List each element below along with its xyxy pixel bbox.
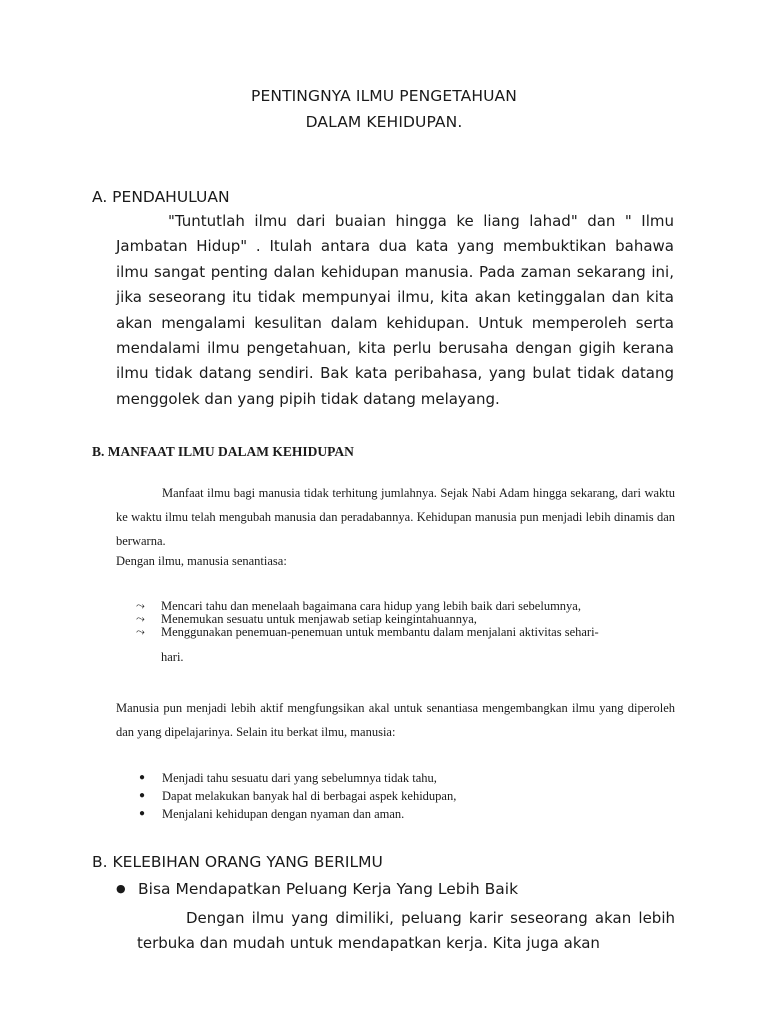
bullet-dot-icon: ●	[139, 790, 146, 801]
list-item-continuation: hari.	[161, 650, 184, 664]
list-item: ● Dapat melakukan banyak hal di berbagai aspek kehidupan,	[139, 789, 457, 803]
manfaat-intro: Dengan ilmu, manusia senantiasa:	[116, 554, 287, 568]
arrow-list	[136, 600, 676, 664]
manfaat-paragraph-2: Manusia pun menjadi lebih aktif mengfungsikan akal untuk senantiasa mengembangkan ilmu yang diperoleh dan yang dipelajarinya. Selain itu berkat ilmu, manusia:	[116, 701, 675, 739]
kelebihan-paragraph	[137, 906, 675, 957]
arrow-bullet-icon: ⤳	[136, 613, 145, 625]
arrow-bullet-icon: ⤳	[136, 600, 145, 612]
manfaat-paragraph-text: Manfaat ilmu bagi manusia tidak terhitung jumlahnya. Sejak Nabi Adam hingga sekarang, dari waktu ke waktu ilmu telah mengubah manusia dan peradabannya. Kehidupan manusia pun menjadi lebih dinamis dan berwarna.	[116, 486, 675, 548]
list-item: ● Menjadi tahu sesuatu dari yang sebelumnya tidak tahu,	[139, 771, 437, 785]
list-item: ⤳ Mencari tahu dan menelaah bagaimana cara hidup yang lebih baik dari sebelumnya,	[136, 599, 581, 613]
section-a-paragraph	[116, 209, 674, 412]
bullet-dot-icon: ●	[116, 882, 126, 895]
section-b-manfaat-heading: B. MANFAAT ILMU DALAM KEHIDUPAN	[92, 444, 354, 459]
list-item: ⤳ Menemukan sesuatu untuk menjawab setiap keingintahuannya,	[136, 612, 477, 626]
manfaat-paragraph	[116, 481, 675, 553]
section-a-heading: A. PENDAHULUAN	[92, 188, 230, 206]
section-b-kelebihan-heading: B. KELEBIHAN ORANG YANG BERILMU	[92, 853, 383, 871]
arrow-bullet-icon: ⤳	[136, 626, 145, 638]
kelebihan-bullet	[116, 880, 518, 898]
list-item: ● Menjalani kehidupan dengan nyaman dan aman.	[139, 807, 405, 821]
document-title-line1: PENTINGNYA ILMU PENGETAHUAN	[251, 87, 517, 105]
bullet-dot-icon: ●	[139, 772, 146, 783]
document-title-line2: DALAM KEHIDUPAN.	[305, 113, 463, 131]
bullet-dot-icon: ●	[139, 808, 146, 819]
section-a-paragraph-text: "Tuntutlah ilmu dari buaian hingga ke liang lahad" dan " Ilmu Jambatan Hidup" . Itulah antara dua kata yang membuktikan bahawa ilmu sangat penting dalan kehidupan manusia. Pada zaman sekarang ini, jika seseorang itu tidak mempunyai ilmu, kita akan ketinggalan dan kita akan mengalami kesulitan dalam kehidupan. Untuk memperoleh serta mendalami ilmu pengetahuan, kita perlu berusaha dengan gigih kerana ilmu tidak datang sendiri. Bak kata peribahasa, yang bulat tidak datang menggolek dan yang pipih tidak datang melayang.	[116, 212, 674, 408]
dot-list	[136, 769, 676, 823]
kelebihan-paragraph-text: Dengan ilmu yang dimiliki, peluang karir seseorang akan lebih terbuka dan mudah untuk mendapatkan kerja. Kita juga akan	[137, 909, 675, 953]
list-item: ⤳ Menggunakan penemuan-penemuan untuk membantu dalam menjalani aktivitas sehari-	[136, 625, 599, 639]
kelebihan-bullet-text: Bisa Mendapatkan Peluang Kerja Yang Lebih Baik	[138, 880, 519, 898]
